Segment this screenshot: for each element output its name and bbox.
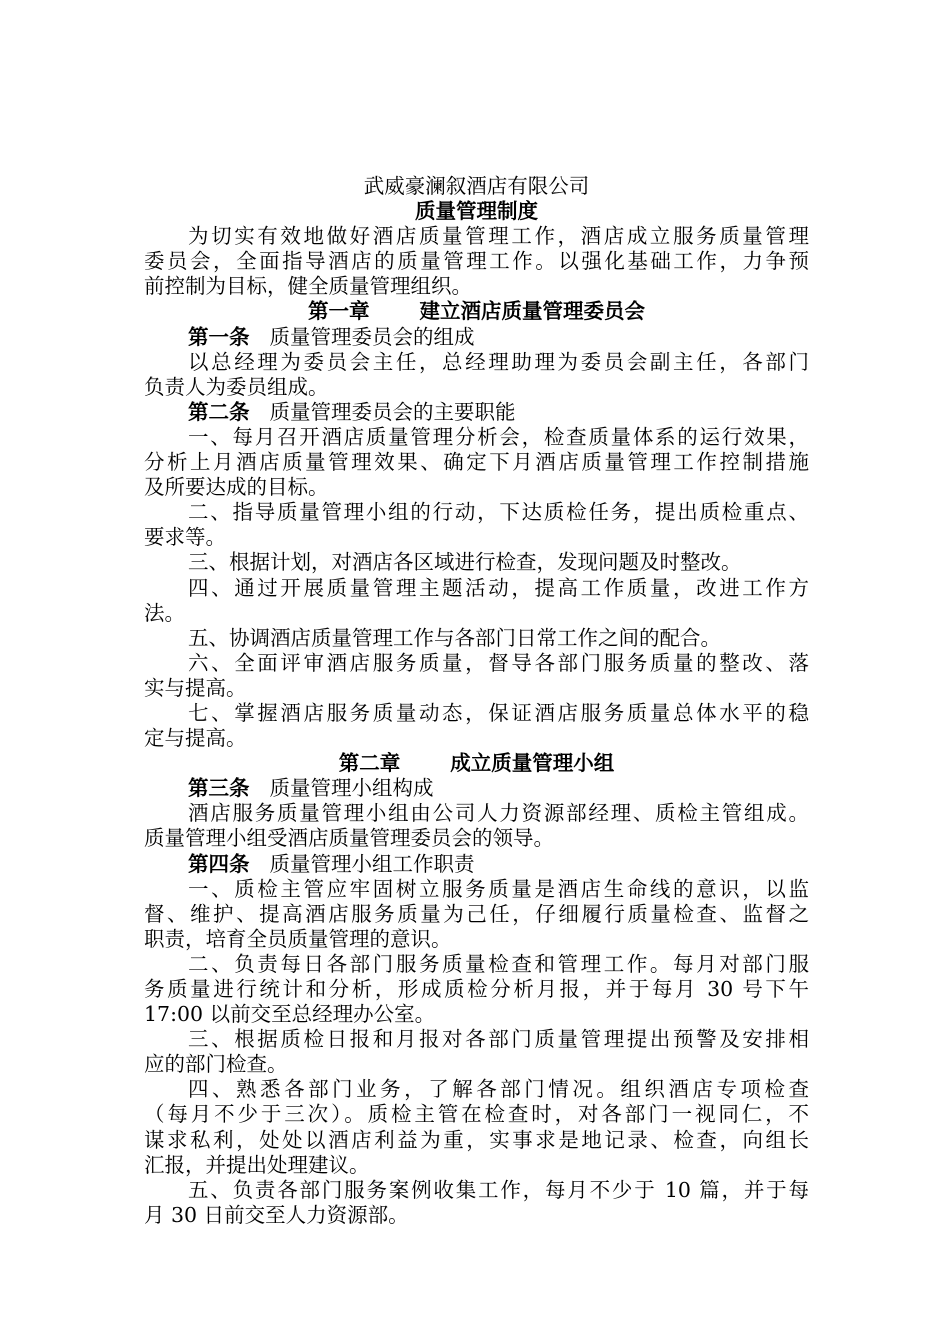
article-4-title: 质量管理小组工作职责 — [269, 851, 475, 876]
article-line: 二、指导质量管理小组的行动，下达质检任务，提出质检重点、 — [188, 500, 809, 525]
article-line: 五、协调酒店质量管理工作与各部门日常工作之间的配合。 — [188, 625, 721, 650]
company-name: 武威豪澜叙酒店有限公司 — [363, 174, 590, 198]
article-line: 实与提高。 — [144, 675, 247, 700]
article-line: 17:00 以前交至总经理办公室。 — [144, 1002, 436, 1027]
chapter-2-label: 第二章 — [338, 751, 401, 776]
article-line: 分析上月酒店质量管理效果、确定下月酒店质量管理工作控制措施 — [144, 450, 809, 475]
article-2-body — [144, 425, 809, 751]
article-line: 酒店服务质量管理小组由公司人力资源部经理、质检主管组成。 — [188, 801, 809, 826]
intro-paragraph — [144, 224, 809, 299]
chapter-1-title: 建立酒店质量管理委员会 — [419, 299, 645, 324]
article-line: 汇报，并提出处理建议。 — [144, 1152, 370, 1177]
article-1-label: 第一条 — [188, 324, 250, 349]
chapter-1-label: 第一章 — [308, 299, 370, 324]
intro-line: 委员会，全面指导酒店的质量管理工作。以强化基础工作，力争预 — [144, 249, 809, 274]
article-line: 负责人为委员组成。 — [144, 374, 329, 399]
article-2-label: 第二条 — [188, 399, 250, 424]
article-line: 职责，培育全员质量管理的意识。 — [144, 926, 452, 951]
chapter-2-title: 成立质量管理小组 — [450, 751, 615, 776]
article-line: 质量管理小组受酒店质量管理委员会的领导。 — [144, 826, 554, 851]
chapter-1-heading — [144, 299, 809, 324]
article-line: 法。 — [144, 600, 185, 625]
article-line: 督、维护、提高酒店服务质量为己任，仔细履行质量检查、监督之 — [144, 901, 809, 926]
article-1-body — [144, 350, 809, 400]
intro-line: 前控制为目标，健全质量管理组织。 — [144, 274, 472, 299]
article-3-title: 质量管理小组构成 — [269, 776, 434, 801]
article-line: 四、熟悉各部门业务，了解各部门情况。组织酒店专项检查 — [188, 1077, 809, 1102]
article-line: 谋求私利，处处以酒店利益为重，实事求是地记录、检查，向组长 — [144, 1127, 809, 1152]
article-4-label: 第四条 — [188, 851, 250, 876]
article-line: （每月不少于三次）。质检主管在检查时，对各部门一视同仁，不 — [144, 1102, 809, 1127]
article-3-body — [144, 801, 809, 851]
article-line: 要求等。 — [144, 525, 226, 550]
article-line: 务质量进行统计和分析，形成质检分析月报，并于每月 30 号下午 — [144, 977, 809, 1001]
document-page — [144, 174, 809, 1228]
article-3-heading — [144, 776, 809, 801]
article-line: 二、负责每日各部门服务质量检查和管理工作。每月对部门服 — [188, 951, 809, 976]
article-line: 月 30 日前交至人力资源部。 — [144, 1202, 409, 1227]
article-line: 三、根据质检日报和月报对各部门质量管理提出预警及安排相 — [188, 1027, 809, 1052]
article-2-title: 质量管理委员会的主要职能 — [269, 399, 516, 424]
article-line: 四、通过开展质量管理主题活动，提高工作质量，改进工作方 — [188, 575, 809, 600]
article-line: 六、全面评审酒店服务质量，督导各部门服务质量的整改、落 — [188, 650, 809, 675]
article-4-body — [144, 877, 809, 1228]
article-line: 应的部门检查。 — [144, 1052, 288, 1077]
article-line: 三、根据计划，对酒店各区域进行检查，发现问题及时整改。 — [188, 550, 742, 575]
article-4-heading — [144, 852, 809, 877]
intro-line: 为切实有效地做好酒店质量管理工作，酒店成立服务质量管理 — [188, 224, 809, 249]
article-line: 定与提高。 — [144, 726, 247, 751]
article-line: 五、负责各部门服务案例收集工作，每月不少于 10 篇，并于每 — [188, 1177, 809, 1202]
article-1-title: 质量管理委员会的组成 — [269, 324, 475, 349]
article-line: 及所要达成的目标。 — [144, 475, 329, 500]
chapter-2-heading — [144, 751, 809, 776]
article-line: 以总经理为委员会主任，总经理助理为委员会副主任，各部门 — [188, 349, 809, 374]
article-line: 一、质检主管应牢固树立服务质量是酒店生命线的意识，以监 — [188, 876, 809, 901]
article-3-label: 第三条 — [188, 776, 250, 801]
article-1-heading — [144, 325, 809, 350]
article-2-heading — [144, 400, 809, 425]
article-line: 一、每月召开酒店质量管理分析会，检查质量体系的运行效果， — [188, 424, 809, 449]
article-line: 七、掌握酒店服务质量动态，保证酒店服务质量总体水平的稳 — [188, 700, 809, 725]
document-title: 质量管理制度 — [415, 199, 538, 224]
